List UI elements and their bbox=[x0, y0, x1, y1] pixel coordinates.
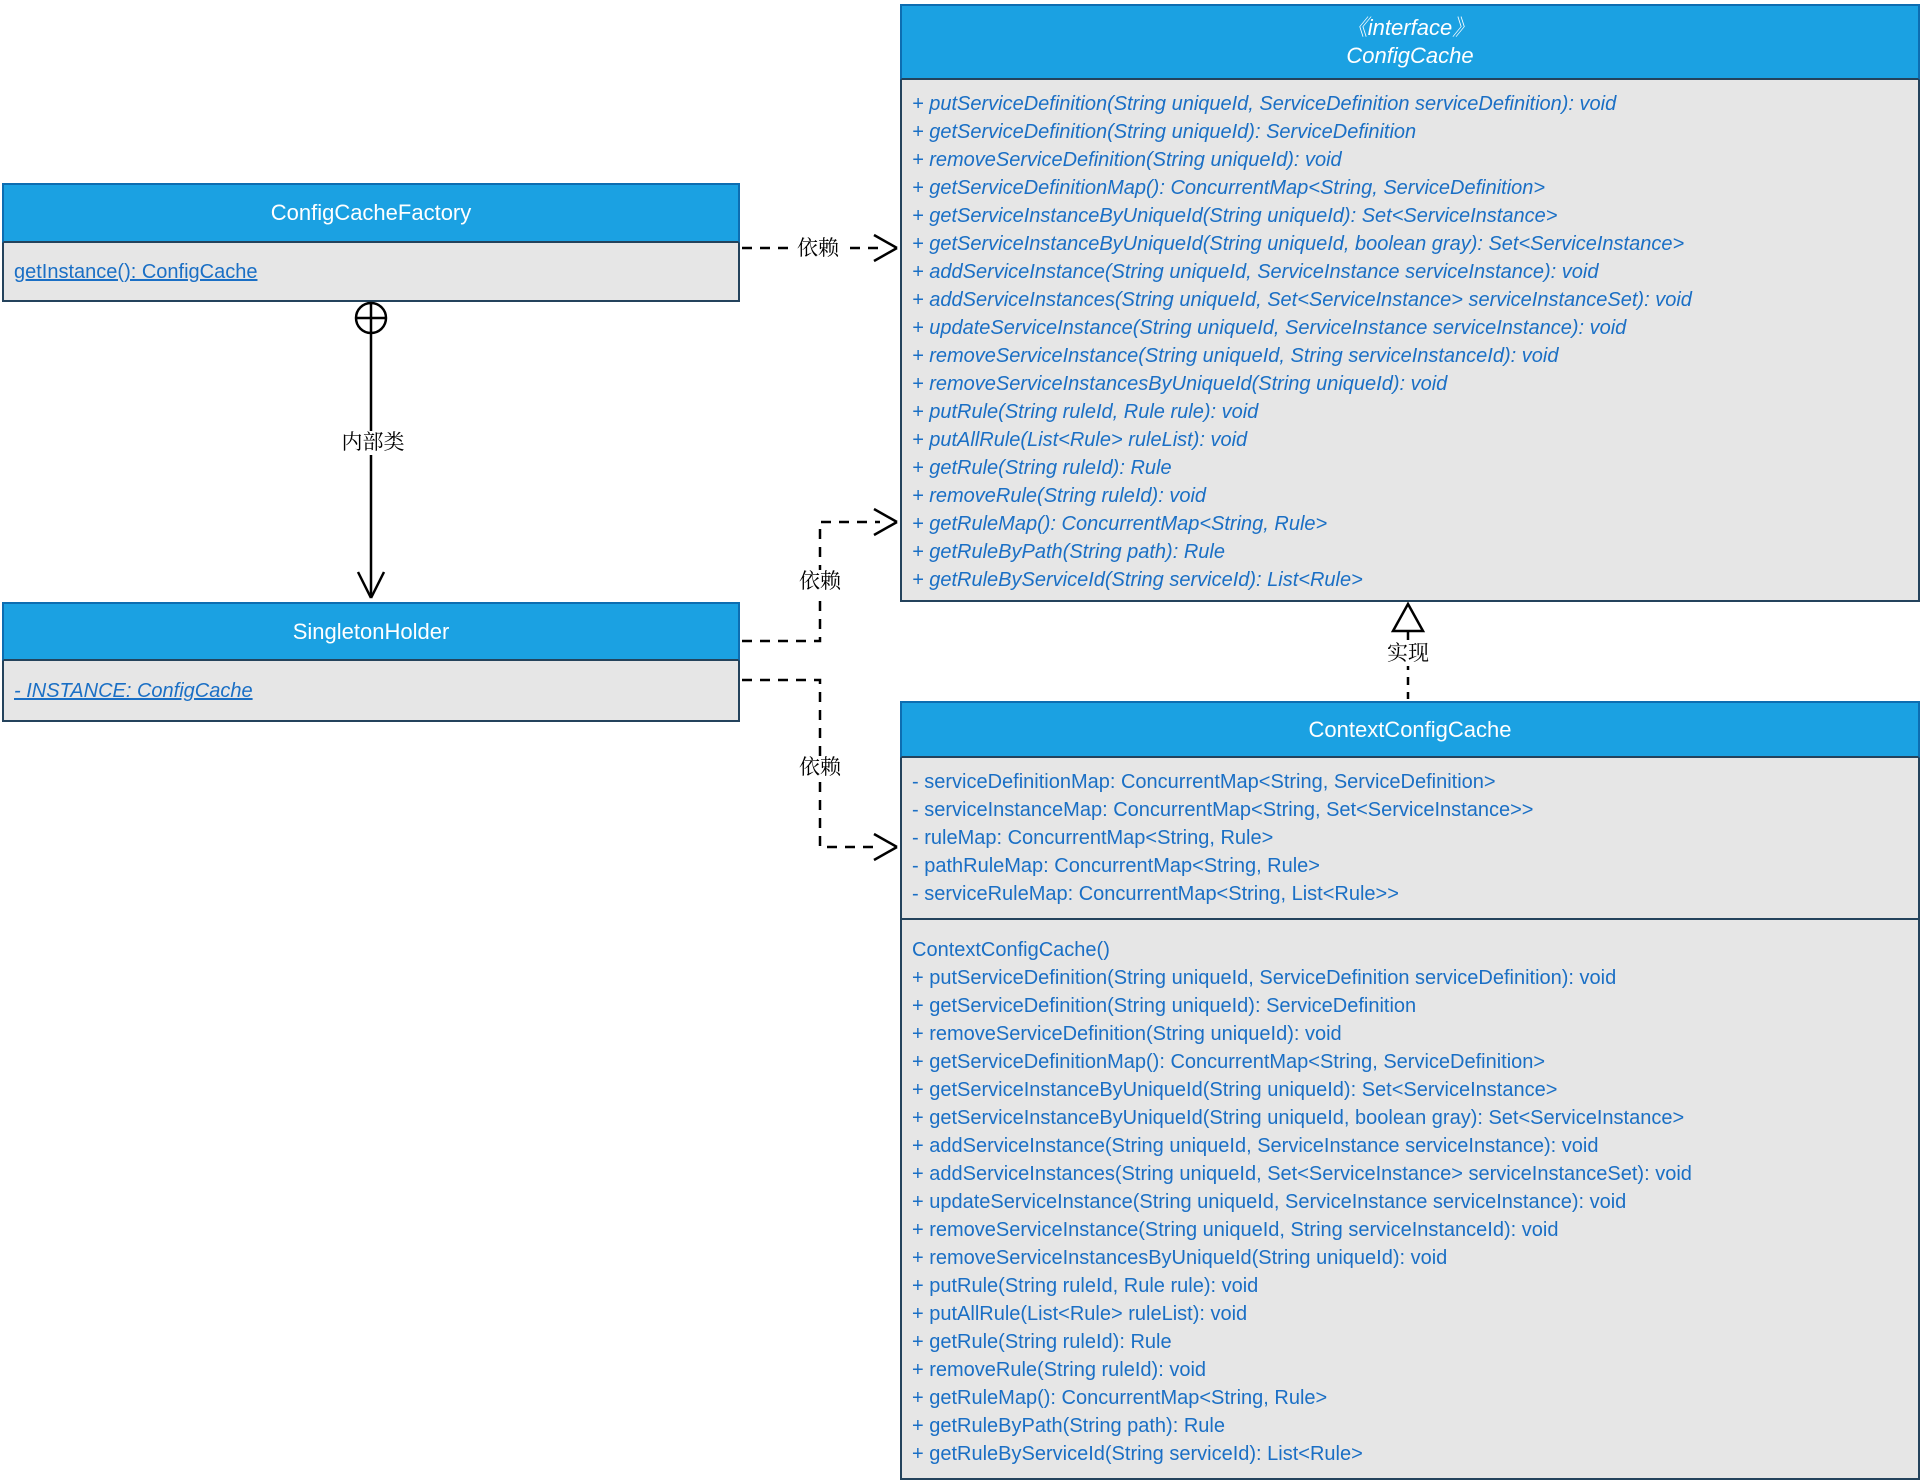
interface-stereotype: 《interface》 bbox=[1345, 15, 1475, 40]
member-line: + putRule(String ruleId, Rule rule): void bbox=[912, 1275, 1259, 1297]
class-header-configcachefactory bbox=[2, 183, 740, 243]
class-title: ContextConfigCache bbox=[1308, 716, 1512, 742]
member-getinstance: getInstance(): ConfigCache bbox=[14, 260, 258, 283]
class-title: SingletonHolder bbox=[292, 618, 450, 644]
class-title: ConfigCacheFactory bbox=[270, 200, 472, 225]
member-line: + removeServiceDefinition(String uniqueId): void bbox=[912, 149, 1342, 171]
member-line: + getRule(String ruleId): Rule bbox=[912, 1331, 1172, 1353]
member-line: + getServiceInstanceByUniqueId(String uniqueId, boolean gray): Set<ServiceInstance> bbox=[912, 1107, 1685, 1129]
dependency-label-1: 依赖 bbox=[793, 237, 843, 261]
member-line: + removeServiceInstancesByUniqueId(String uniqueId): void bbox=[912, 373, 1448, 395]
interface-header-configcache bbox=[900, 4, 1920, 80]
member-line: + getServiceDefinition(String uniqueId): ServiceDefinition bbox=[912, 121, 1417, 143]
member-line: + putAllRule(List<Rule> ruleList): void bbox=[912, 429, 1248, 451]
member-line: + getRuleMap(): ConcurrentMap<String, Rule> bbox=[912, 513, 1328, 535]
member-line: + updateServiceInstance(String uniqueId, ServiceInstance serviceInstance): void bbox=[912, 1191, 1627, 1213]
member-line: + removeServiceDefinition(String uniqueId): void bbox=[912, 1023, 1342, 1045]
member-line: + getRule(String ruleId): Rule bbox=[912, 457, 1172, 479]
member-line: + putServiceDefinition(String uniqueId, ServiceDefinition serviceDefinition): void bbox=[912, 93, 1617, 115]
member-line: + getServiceDefinitionMap(): ConcurrentMap<String, ServiceDefinition> bbox=[912, 177, 1546, 199]
member-line: + getServiceInstanceByUniqueId(String uniqueId): Set<ServiceInstance> bbox=[912, 1079, 1558, 1101]
member-line: + getServiceInstanceByUniqueId(String uniqueId): Set<ServiceInstance> bbox=[912, 205, 1558, 227]
method-list-contextconfigcache bbox=[900, 920, 1920, 1480]
dependency-label-2: 依赖 bbox=[795, 570, 845, 594]
realization-label: 实现 bbox=[1383, 642, 1433, 666]
inner-class-label: 内部类 bbox=[338, 431, 409, 455]
member-line: + getRuleByPath(String path): Rule bbox=[912, 1415, 1225, 1437]
member-line: + addServiceInstances(String uniqueId, Set<ServiceInstance> serviceInstanceSet): void bbox=[912, 289, 1692, 311]
member-line: + putServiceDefinition(String uniqueId, ServiceDefinition serviceDefinition): void bbox=[912, 967, 1617, 989]
class-members-configcachefactory bbox=[2, 243, 740, 302]
member-line: + removeServiceInstance(String uniqueId, String serviceInstanceId): void bbox=[912, 1219, 1559, 1241]
member-line: + updateServiceInstance(String uniqueId, ServiceInstance serviceInstance): void bbox=[912, 317, 1627, 339]
interface-title: ConfigCache bbox=[1346, 43, 1474, 68]
member-line: + addServiceInstance(String uniqueId, ServiceInstance serviceInstance): void bbox=[912, 261, 1599, 283]
member-instance: - INSTANCE: ConfigCache bbox=[14, 679, 253, 702]
member-line: + getRuleMap(): ConcurrentMap<String, Rule> bbox=[912, 1387, 1328, 1409]
member-line: - pathRuleMap: ConcurrentMap<String, Rule> bbox=[912, 855, 1320, 877]
member-line: + getServiceDefinition(String uniqueId): ServiceDefinition bbox=[912, 995, 1417, 1017]
class-box-singletonholder bbox=[2, 602, 740, 722]
class-members-singletonholder bbox=[2, 661, 740, 722]
class-header-contextconfigcache bbox=[900, 701, 1920, 758]
member-line: + getRuleByServiceId(String serviceId): List<Rule> bbox=[912, 1443, 1363, 1465]
member-line: + getRuleByServiceId(String serviceId): List<Rule> bbox=[912, 569, 1363, 591]
member-line: + getServiceDefinitionMap(): ConcurrentMap<String, ServiceDefinition> bbox=[912, 1051, 1546, 1073]
member-line: + removeRule(String ruleId): void bbox=[912, 1359, 1207, 1381]
member-line: + putRule(String ruleId, Rule rule): void bbox=[912, 401, 1259, 423]
member-line: + removeServiceInstance(String uniqueId, String serviceInstanceId): void bbox=[912, 345, 1559, 367]
class-box-configcachefactory bbox=[2, 183, 740, 302]
member-line: - serviceRuleMap: ConcurrentMap<String, List<Rule>> bbox=[912, 883, 1399, 905]
member-line: + removeRule(String ruleId): void bbox=[912, 485, 1207, 507]
member-line: + getServiceInstanceByUniqueId(String uniqueId, boolean gray): Set<ServiceInstance> bbox=[912, 233, 1685, 255]
member-line: - serviceDefinitionMap: ConcurrentMap<String, ServiceDefinition> bbox=[912, 771, 1496, 793]
member-line: ContextConfigCache() bbox=[912, 939, 1110, 961]
interface-box-configcache bbox=[900, 4, 1920, 602]
member-line: + getRuleByPath(String path): Rule bbox=[912, 541, 1225, 563]
class-header-singletonholder bbox=[2, 602, 740, 661]
field-list-contextconfigcache bbox=[900, 758, 1920, 920]
member-line: + removeServiceInstancesByUniqueId(String uniqueId): void bbox=[912, 1247, 1448, 1269]
dependency-label-3: 依赖 bbox=[795, 756, 845, 780]
class-box-contextconfigcache bbox=[900, 701, 1920, 1480]
interface-method-list bbox=[900, 80, 1920, 602]
member-line: + addServiceInstances(String uniqueId, Set<ServiceInstance> serviceInstanceSet): void bbox=[912, 1163, 1692, 1185]
member-line: + putAllRule(List<Rule> ruleList): void bbox=[912, 1303, 1248, 1325]
member-line: - serviceInstanceMap: ConcurrentMap<String, Set<ServiceInstance>> bbox=[912, 799, 1534, 821]
member-line: + addServiceInstance(String uniqueId, ServiceInstance serviceInstance): void bbox=[912, 1135, 1599, 1157]
member-line: - ruleMap: ConcurrentMap<String, Rule> bbox=[912, 827, 1274, 849]
